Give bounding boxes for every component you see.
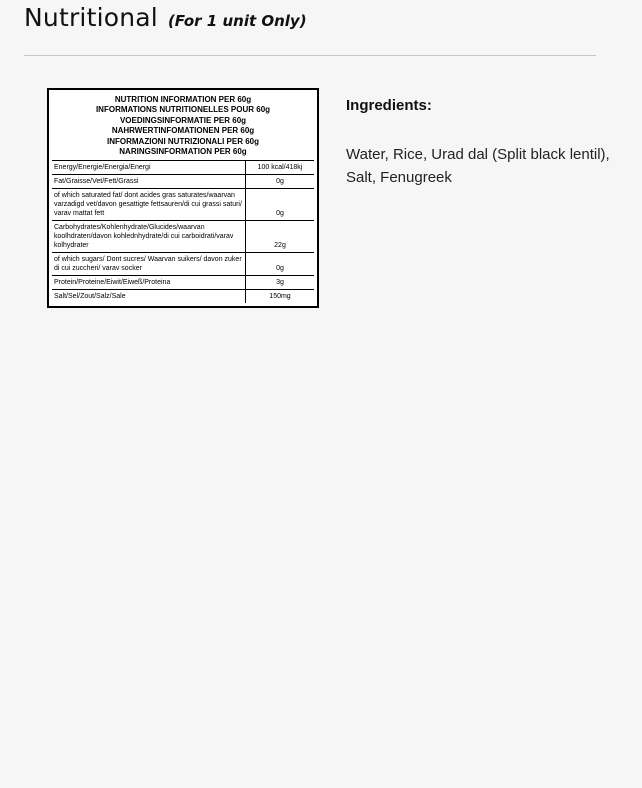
table-row	[52, 290, 314, 304]
nutrition-table	[52, 160, 314, 303]
nutrient-name: of which sugars/ Dont sucres/ Waarvan suikers/ davon zuker di cui zuccheri/ varav socker	[52, 253, 246, 276]
table-row	[52, 276, 314, 290]
nutrient-value: 0g	[246, 189, 315, 221]
section-divider	[24, 55, 596, 56]
heading-line: VOEDINGSINFORMATIE PER 60g	[119, 115, 247, 125]
nutrient-value: 150mg	[246, 290, 315, 304]
nutrition-label-heading	[52, 95, 314, 160]
table-row	[52, 221, 314, 253]
nutrient-value: 22g	[246, 221, 315, 253]
page-subtitle: (For 1 unit Only)	[167, 12, 307, 30]
table-row	[52, 161, 314, 175]
nutrient-name: Salt/Sel/Zout/Salz/Sale	[52, 290, 246, 304]
nutrient-name: Protein/Proteine/Eiwit/Eiweß/Proteina	[52, 276, 246, 290]
ingredients-text: Water, Rice, Urad dal (Split black lentil), Salt, Fenugreek	[346, 146, 610, 186]
heading-line: NAHRWERTINFOMATIONEN PER 60g	[111, 126, 255, 136]
heading-line: NARINGSINFORMATION PER 60g	[119, 147, 247, 157]
nutrition-label-image	[47, 88, 319, 308]
page-title-row	[24, 3, 307, 32]
nutrient-value: 3g	[246, 276, 315, 290]
table-row	[52, 189, 314, 221]
heading-line: INFORMATIONS NUTRITIONELLES POUR 60g	[95, 105, 271, 115]
nutrient-name: Fat/Graisse/Vet/Fett/Grassi	[52, 175, 246, 189]
nutrient-name: Carbohydrates/Kohlenhydrate/Glucides/waarvan koolhdraten/davon kohlednhydrate/di cui carboidrati/varav kolhydrater	[52, 221, 246, 253]
page-title: Nutritional	[24, 3, 158, 32]
ingredients-title: Ingredients:	[346, 97, 432, 114]
table-row	[52, 175, 314, 189]
nutrient-value: 0g	[246, 253, 315, 276]
nutrient-name: of which saturated fat/ dont acides gras saturates/waarvan varzadigd vet/davon gesattigte fettsauren/di cui grassi saturi/ varav mattat fett	[52, 189, 246, 221]
nutrient-value: 0g	[246, 175, 315, 189]
heading-line: INFORMAZIONI NUTRIZIONALI PER 60g	[107, 136, 259, 146]
table-row	[52, 253, 314, 276]
heading-line: NUTRITION INFORMATION PER 60g	[114, 95, 252, 104]
nutrient-value: 100 kcal/418kj	[246, 161, 315, 175]
nutrient-name: Energy/Energie/Energia/Energi	[52, 161, 246, 175]
